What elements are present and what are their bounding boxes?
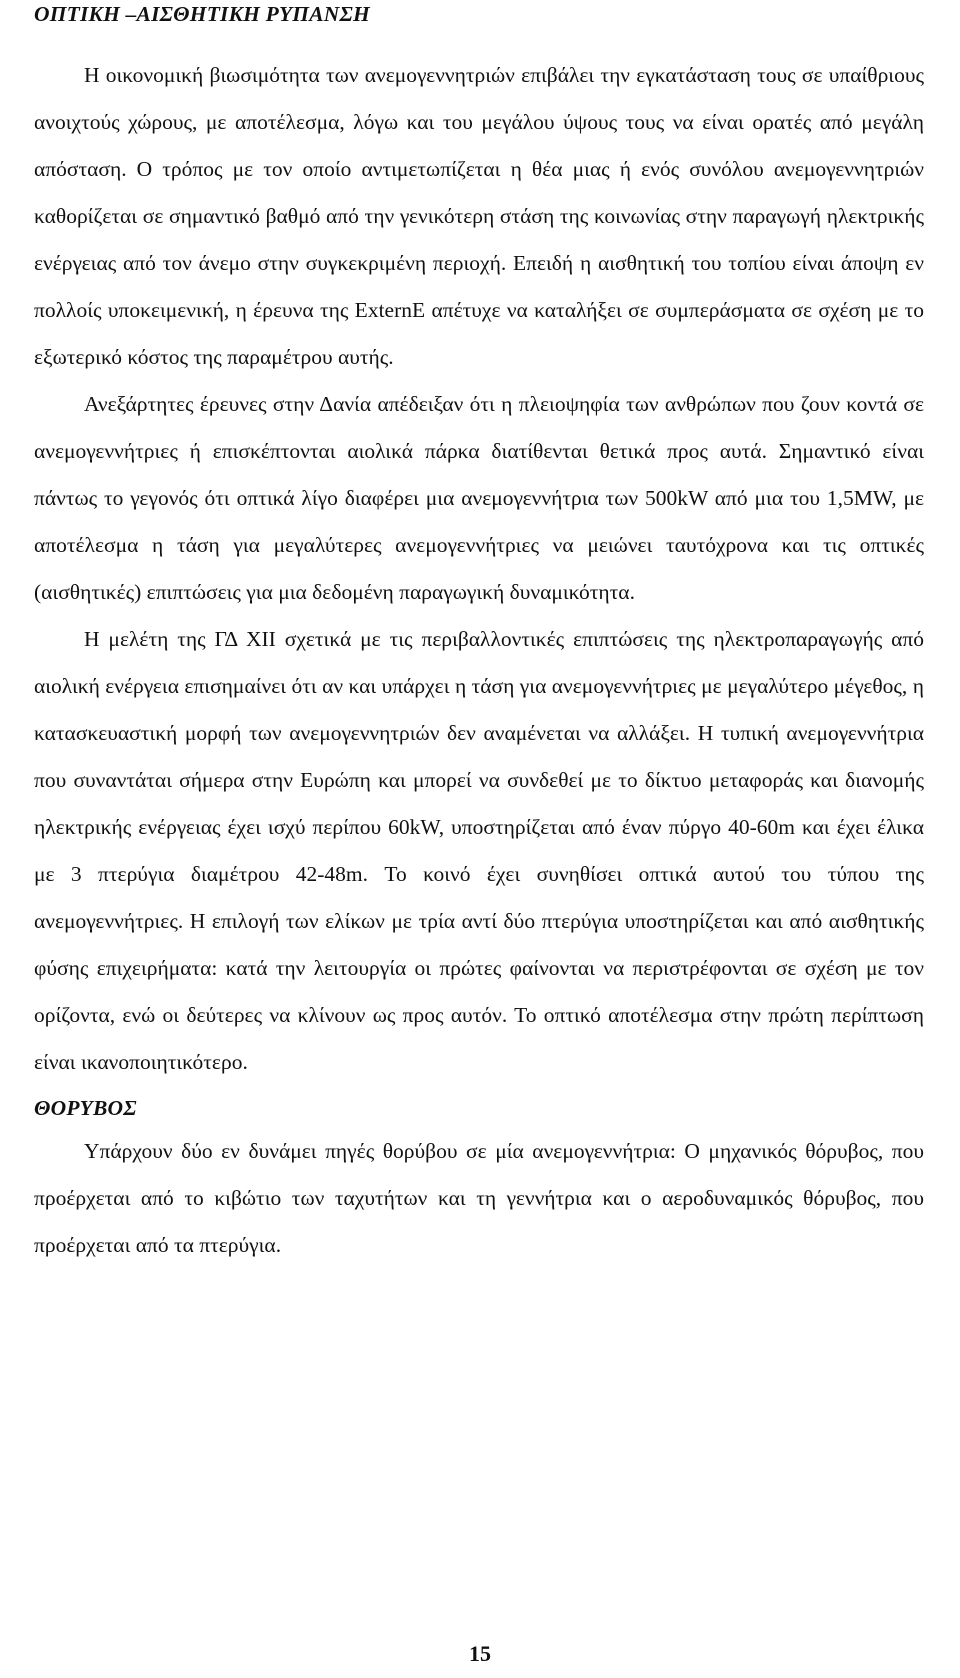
paragraph-noise-sources: Υπάρχουν δύο εν δυνάμει πηγές θορύβου σε μία ανεμογεννήτρια: Ο μηχανικός θόρυβος, που προέρχεται από το κιβώτιο των ταχυτήτων και τη γεννήτρια και ο αεροδυναμικός θόρυβος, που προέρχεται από τα πτερύγια.	[34, 1139, 924, 1257]
page-number: 15	[469, 1641, 491, 1666]
paragraph-economic-viability: Η οικονομική βιωσιμότητα των ανεμογεννητριών επιβάλει την εγκατάσταση τους σε υπαίθριους ανοιχτούς χώρους, με αποτέλεσμα, λόγω και του μεγάλου ύψους τους να είναι ορατές από μεγάλη απόσταση. Ο τρόπος με τον οποίο αντιμετωπίζεται η θέα μιας ή ενός συνόλου ανεμογεννητριών καθορίζεται σε σημαντικό βαθμό από την γενικότερη στάση της κοινωνίας στην παραγωγή ηλεκτρικής ενέργειας από τον άνεμο στην συγκεκριμένη περιοχή. Επειδή η αισθητική του τοπίου είναι άποψη εν πολλοίς υποκειμενική, η έρευνα της ExternE απέτυχε να καταλήξει σε συμπεράσματα σε σχέση με το εξωτερικό κόστος της παραμέτρου αυτής.	[34, 63, 924, 369]
paragraph-denmark-surveys: Ανεξάρτητες έρευνες στην Δανία απέδειξαν ότι η πλειοψηφία των ανθρώπων που ζουν κοντά σε ανεμογεννήτριες ή επισκέπτονται αιολικά πάρκα διατίθενται θετικά προς αυτά. Σημαντικό είναι πάντως το γεγονός ότι οπτικά λίγο διαφέρει μια ανεμογεννήτρια των 500kW από μια του 1,5MW, με αποτέλεσμα η τάση για μεγαλύτερες ανεμογεννήτριες να μειώνει ταυτόχρονα και τις οπτικές (αισθητικές) επιπτώσεις για μια δεδομένη παραγωγική δυναμικότητα.	[34, 392, 924, 604]
paragraph-dg-xii-study: Η μελέτη της ΓΔ XII σχετικά με τις περιβαλλοντικές επιπτώσεις της ηλεκτροπαραγωγής από αιολική ενέργεια επισημαίνει ότι αν και υπάρχει η τάση για ανεμογεννήτριες με μεγαλύτερο μέγεθος, η κατασκευαστική μορφή των ανεμογεννητριών δεν αναμένεται να αλλάξει. Η τυπική ανεμογεννήτρια που συναντάται σήμερα στην Ευρώπη και μπορεί να συνδεθεί με το δίκτυο μεταφοράς και διανομής ηλεκτρικής ενέργειας έχει ισχύ περίπου 60kW, υποστηρίζεται από έναν πύργο 40-60m και έχει έλικα με 3 πτερύγια διαμέτρου 42-48m. Το κοινό έχει συνηθίσει οπτικά αυτού του τύπου της ανεμογεννήτριες. Η επιλογή των ελίκων με τρία αντί δύο πτερύγια υποστηρίζεται και από αισθητικής φύσης επιχειρήματα: κατά την λειτουργία οι πρώτες φαίνονται να περιστρέφονται σε σχέση με τον ορίζοντα, ενώ οι δεύτερες να κλίνουν ως προς αυτόν. Το οπτικό αποτέλεσμα στην πρώτη περίπτωση είναι ικανοποιητικότερο.	[34, 627, 924, 1074]
page-content	[34, 0, 924, 1269]
section-heading-noise: ΘΟΡΥΒΟΣ	[34, 1096, 137, 1120]
section-heading-visual-pollution: ΟΠΤΙΚΗ –ΑΙΣΘΗΤΙΚΗ ΡΥΠΑΝΣΗ	[34, 2, 370, 26]
